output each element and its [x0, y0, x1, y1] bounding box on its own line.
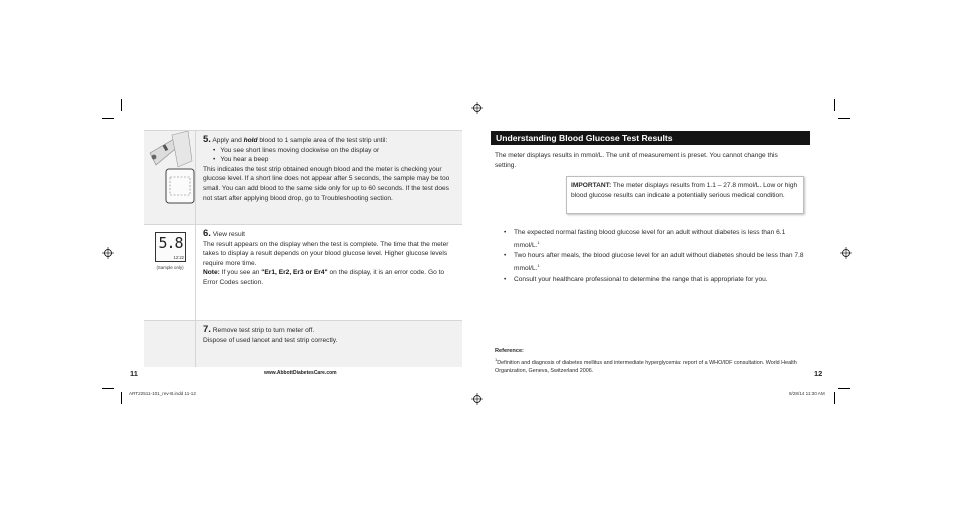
step-6-intro: View result: [212, 231, 245, 238]
footnote-marker: 1: [537, 262, 540, 268]
note-text: If you see an: [219, 269, 262, 277]
step-7-intro: Remove test strip to turn meter off.: [212, 327, 315, 334]
step-5-intro-bold: hold: [243, 137, 258, 144]
sample-caption: (Sample only): [156, 265, 184, 270]
footer-url: www.AbbottDiabetesCare.com: [264, 370, 337, 376]
step-6-row: [144, 224, 462, 320]
display-value: 5.8: [158, 234, 183, 252]
list-item: • You hear a beep: [213, 155, 458, 165]
apply-blood-icon: [144, 131, 196, 225]
section-title: Understanding Blood Glucose Test Results: [491, 131, 810, 145]
step-number: 7.: [203, 324, 211, 335]
step-5-intro-rest: blood to 1 sample area of the test strip until:: [257, 137, 388, 144]
intro-paragraph: The meter displays results in mmol/L. The unit of measurement is preset. You cannot change this setting.: [495, 152, 778, 169]
step-5-body: This indicates the test strip obtained enough blood and the meter is checking your glucose level. If a short line does not appear after 5 seconds, the sample may be too small. You can add blood to the same side only for up to 60 seconds. If the test does not start after applying blood drop, go to Troubleshooting section.: [203, 165, 450, 202]
reference-text: [495, 356, 813, 375]
crop-mark: [121, 99, 122, 111]
bullet-text: Consult your healthcare professional to determine the range that is appropriate for you.: [514, 275, 768, 283]
crop-mark: [121, 392, 122, 404]
display-time: 12:22: [173, 255, 184, 260]
step-7-body: Dispose of used lancet and test strip correctly.: [203, 336, 338, 344]
crop-mark: [834, 99, 835, 111]
reference-title: Reference:: [495, 348, 524, 354]
page-number-left: 11: [130, 369, 138, 378]
page-number-right: 12: [814, 369, 823, 378]
list-item: [504, 251, 812, 273]
registration-mark-icon: [471, 102, 483, 114]
meter-display: [155, 232, 186, 262]
note-codes: "Er1, Er2, Er3 or Er4": [261, 269, 328, 277]
step-7-row: [144, 320, 462, 367]
list-item: • You see short lines moving clockwise on the display or: [213, 146, 458, 156]
glucose-bullets: [504, 228, 812, 285]
registration-mark-icon: [102, 247, 114, 259]
note-text-rest: on the display, it is an error code. Go to Error Codes section.: [203, 269, 445, 286]
registration-mark-icon: [471, 393, 483, 405]
file-date: 8/28/14 11:30 AM: [789, 391, 825, 396]
reference-body: Definition and diagnosis of diabetes mellitus and intermediate hyperglycemia: report of a WHO/IDF consultation. World Health Organization, Geneva, Switzerland 2006.: [495, 359, 797, 374]
step-number: 6.: [203, 228, 211, 239]
step-7-text: [203, 325, 458, 345]
file-slug: ART22511-101_rev-B.indd 11-12: [129, 391, 196, 396]
step-5-row: [144, 130, 462, 224]
crop-mark: [838, 388, 850, 389]
step-6-text: [203, 229, 458, 288]
bullet-text: The expected normal fasting blood glucose level for an adult without diabetes is less than 6.1 mmol/L.: [514, 229, 786, 249]
step-5-text: [203, 135, 458, 203]
step-6-note: [203, 268, 458, 287]
step-5-intro: Apply and: [212, 137, 244, 144]
crop-mark: [834, 392, 835, 404]
step-5-bullets: [213, 146, 458, 165]
note-label: Note:: [203, 269, 220, 277]
step-5-illustration: [144, 131, 196, 224]
important-text: The meter displays results from 1.1 – 27.8 mmol/L. Low or high blood glucose results can indicate a potentially serious medical condition.: [571, 182, 798, 199]
footnote-marker: 1: [537, 239, 540, 245]
step-6-illustration: [144, 225, 196, 320]
step-number: 5.: [203, 134, 211, 145]
crop-mark: [102, 388, 114, 389]
list-item: [504, 228, 812, 250]
crop-mark: [102, 118, 114, 119]
footnote-marker: 1: [495, 357, 498, 362]
registration-mark-icon: [840, 247, 852, 259]
list-item: [504, 275, 812, 285]
important-label: IMPORTANT:: [571, 182, 612, 189]
crop-mark: [838, 118, 850, 119]
bullet-text: Two hours after meals, the blood glucose level for an adult without diabetes should be less than 7.8 mmol/L.: [514, 252, 804, 273]
important-callout: [566, 176, 804, 214]
step-6-body: The result appears on the display when the test is complete. The time that the meter takes to display a result depends on your blood glucose level. Higher glucose levels require more time.: [203, 240, 449, 267]
step-7-illustration: [144, 321, 196, 367]
